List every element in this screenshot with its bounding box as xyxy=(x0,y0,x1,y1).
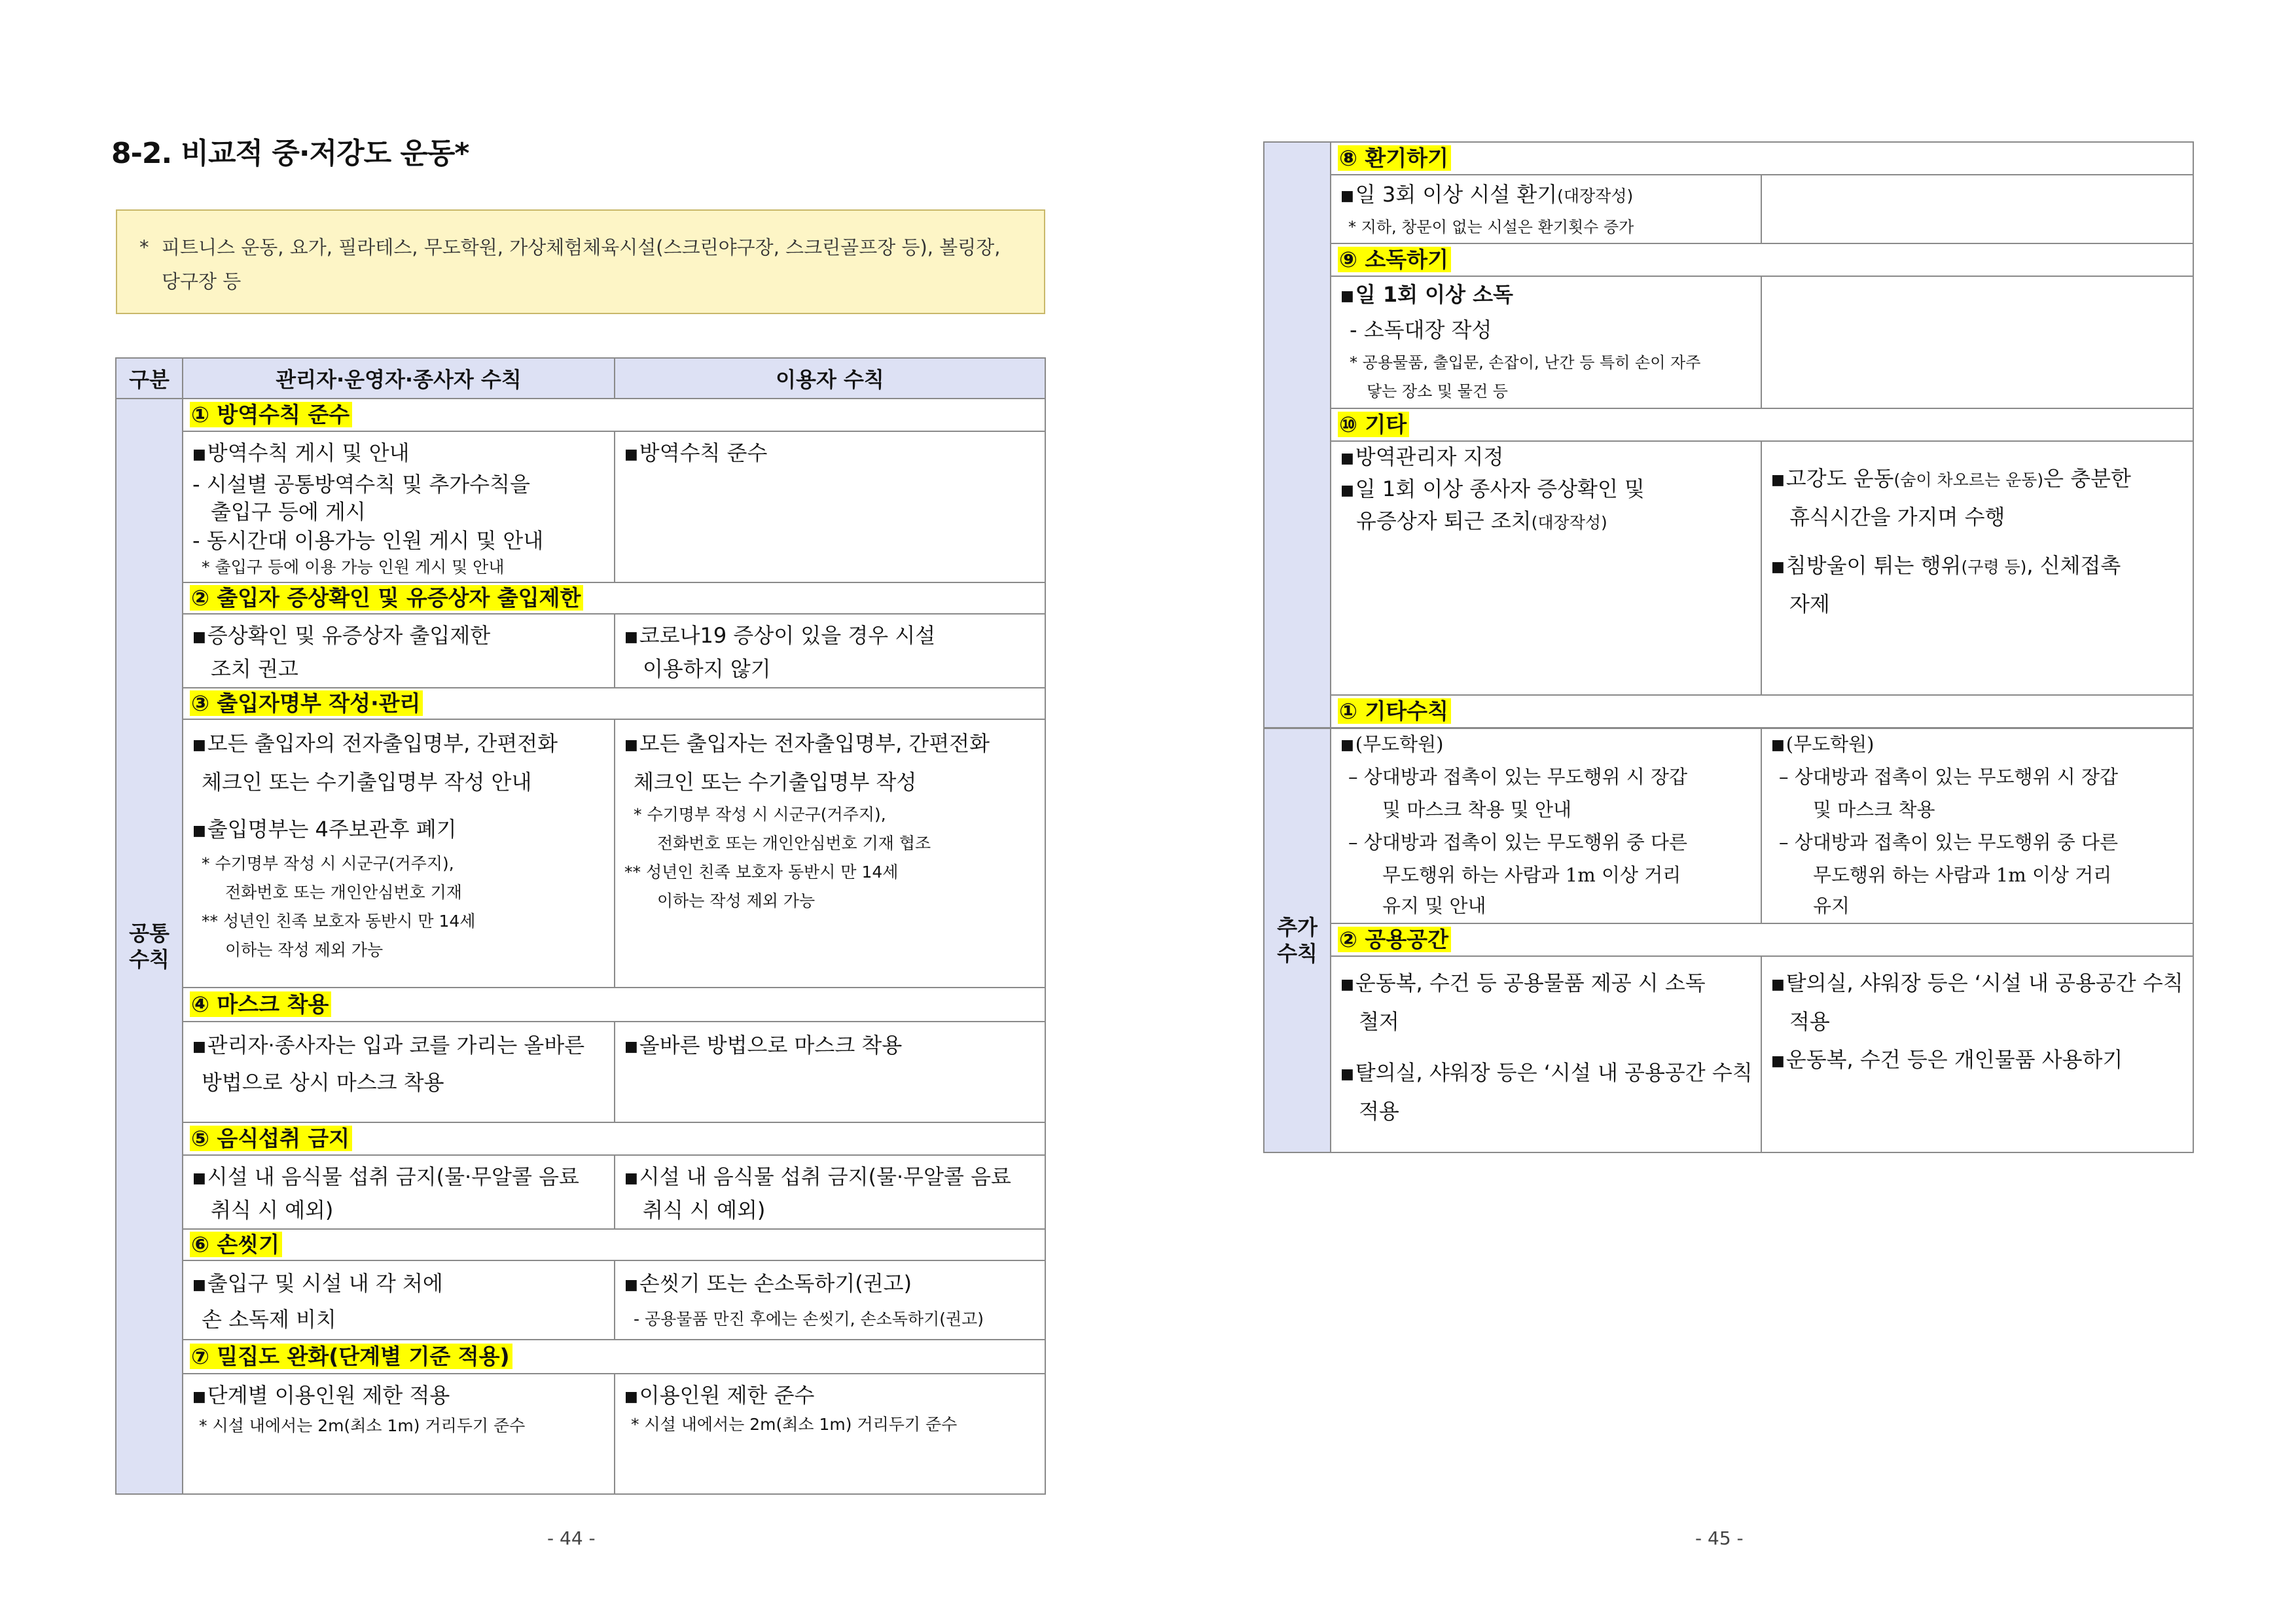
section-5-user: ■ 시설 내 음식물 섭취 금지(물·무알콜 음료 취식 시 예외) xyxy=(615,1155,1045,1229)
page-number-left: - 44 - xyxy=(547,1527,596,1549)
left-rules-table xyxy=(115,357,1046,1495)
section-7-user: ■ 이용인원 제한 준수 * 시설 내에서는 2m(최소 1m) 거리두기 준수 xyxy=(615,1374,1045,1494)
section-4-title: ④ 마스크 착용 xyxy=(183,988,1045,1022)
section-4-user: ■ 올바른 방법으로 마스크 착용 xyxy=(615,1022,1045,1122)
category-continued xyxy=(1264,142,1331,728)
section-3-user: ■ 모든 출입자는 전자출입명부, 간편전화 체크인 또는 수기출입명부 작성 * 수기명부 작성 시 시군구(거주지), 전화번호 또는 개인안심번호 기재 협조 ** 성년인 친족 보호자 동반시 만 14세 이하는 작성 제외 가능 xyxy=(615,719,1045,988)
section-10-manager: ■ 방역관리자 지정 ■ 일 1회 이상 종사자 증상확인 및 유증상자 퇴근 조치(대장작성) xyxy=(1331,441,1761,695)
section-7-manager: ■ 단계별 이용인원 제한 적용 * 시설 내에서는 2m(최소 1m) 거리두기 준수 xyxy=(183,1374,615,1494)
extra-2-manager: ■ 운동복, 수건 등 공용물품 제공 시 소독 철저 ■ 탈의실, 샤워장 등은 ‘시설 내 공용공간 수칙 적용 xyxy=(1331,956,1761,1152)
note-line-2: 당구장 등 xyxy=(162,270,242,293)
note-star: * xyxy=(139,236,149,259)
category-common: 공통 수칙 xyxy=(116,399,183,1494)
section-6-user: ■ 손씻기 또는 손소독하기(권고) - 공용물품 만진 후에는 손씻기, 손소독하기(권고) xyxy=(615,1260,1045,1340)
extra-2-title: ② 공용공간 xyxy=(1331,923,2193,956)
section-7-title: ⑦ 밀집도 완화(단계별 기준 적용) xyxy=(183,1340,1045,1374)
section-5-manager: ■ 시설 내 음식물 섭취 금지(물·무알콜 음료 취식 시 예외) xyxy=(183,1155,615,1229)
section-9-manager: ■ 일 1회 이상 소독 - 소독대장 작성 * 공용물품, 출입문, 손잡이, 난간 등 특히 손이 자주 닿는 장소 및 물건 등 xyxy=(1331,276,1761,408)
extra-1-manager: ■ (무도학원) – 상대방과 접촉이 있는 무도행위 시 장갑 및 마스크 착용 및 안내 – 상대방과 접촉이 있는 무도행위 중 다른 무도행위 하는 사람과 1m 이상 거리 유지 및 안내 xyxy=(1331,728,1761,923)
section-9-title: ⑨ 소독하기 xyxy=(1331,243,2193,276)
note-box xyxy=(116,209,1045,314)
right-rules-table xyxy=(1263,141,2194,728)
header-manager: 관리자·운영자·종사자 수칙 xyxy=(183,358,615,399)
section-8-title: ⑧ 환기하기 xyxy=(1331,142,2193,175)
category-extra: 추가 수칙 xyxy=(1264,728,1331,1152)
section-9-user xyxy=(1761,276,2193,408)
section-8-user xyxy=(1761,175,2193,243)
section-title: 8-2. 비교적 중·저강도 운동* xyxy=(111,137,469,170)
section-1-manager: ■ 방역수칙 게시 및 안내 - 시설별 공통방역수칙 및 추가수칙을 출입구 등에 게시 - 동시간대 이용가능 인원 게시 및 안내 * 출입구 등에 이용 가능 인원 게시 및 안내 xyxy=(183,431,615,582)
section-8-manager: ■ 일 3회 이상 시설 환기(대장작성) * 지하, 창문이 없는 시설은 환기횟수 증가 xyxy=(1331,175,1761,243)
section-2-title: ② 출입자 증상확인 및 유증상자 출입제한 xyxy=(183,582,1045,614)
right-extra-table xyxy=(1263,728,2194,1153)
section-2-manager: ■ 증상확인 및 유증상자 출입제한 조치 권고 xyxy=(183,614,615,688)
page-number-right: - 45 - xyxy=(1695,1527,1744,1549)
section-10-title: ⑩ 기타 xyxy=(1331,408,2193,441)
section-3-title: ③ 출입자명부 작성·관리 xyxy=(183,688,1045,719)
section-1-title: ① 방역수칙 준수 xyxy=(183,399,1045,431)
extra-1-title: ① 기타수칙 xyxy=(1331,695,2193,728)
extra-1-user: ■ (무도학원) – 상대방과 접촉이 있는 무도행위 시 장갑 및 마스크 착용 – 상대방과 접촉이 있는 무도행위 중 다른 무도행위 하는 사람과 1m 이상 거리 유지 xyxy=(1761,728,2193,923)
header-user: 이용자 수칙 xyxy=(615,358,1045,399)
section-3-manager: ■ 모든 출입자의 전자출입명부, 간편전화 체크인 또는 수기출입명부 작성 안내 ■ 출입명부는 4주보관후 폐기 * 수기명부 작성 시 시군구(거주지), 전화번호 또는 개인안심번호 기재 ** 성년인 친족 보호자 동반시 만 14세 이하는 작성 제외 가능 xyxy=(183,719,615,988)
section-2-user: ■ 코로나19 증상이 있을 경우 시설 이용하지 않기 xyxy=(615,614,1045,688)
header-category: 구분 xyxy=(116,358,183,399)
note-line-1: 피트니스 운동, 요가, 필라테스, 무도학원, 가상체험체육시설(스크린야구장, 스크린골프장 등), 볼링장, xyxy=(162,236,1001,259)
section-1-user: ■ 방역수칙 준수 xyxy=(615,431,1045,582)
section-6-manager: ■ 출입구 및 시설 내 각 처에 손 소독제 비치 xyxy=(183,1260,615,1340)
section-10-user: ■ 고강도 운동(숨이 차오르는 운동)은 충분한 휴식시간을 가지며 수행 ■ 침방울이 튀는 행위(구령 등), 신체접촉 자제 xyxy=(1761,441,2193,695)
extra-2-user: ■ 탈의실, 샤워장 등은 ‘시설 내 공용공간 수칙 적용 ■ 운동복, 수건 등은 개인물품 사용하기 xyxy=(1761,956,2193,1152)
section-6-title: ⑥ 손씻기 xyxy=(183,1229,1045,1260)
section-4-manager: ■ 관리자·종사자는 입과 코를 가리는 올바른 방법으로 상시 마스크 착용 xyxy=(183,1022,615,1122)
section-5-title: ⑤ 음식섭취 금지 xyxy=(183,1122,1045,1155)
